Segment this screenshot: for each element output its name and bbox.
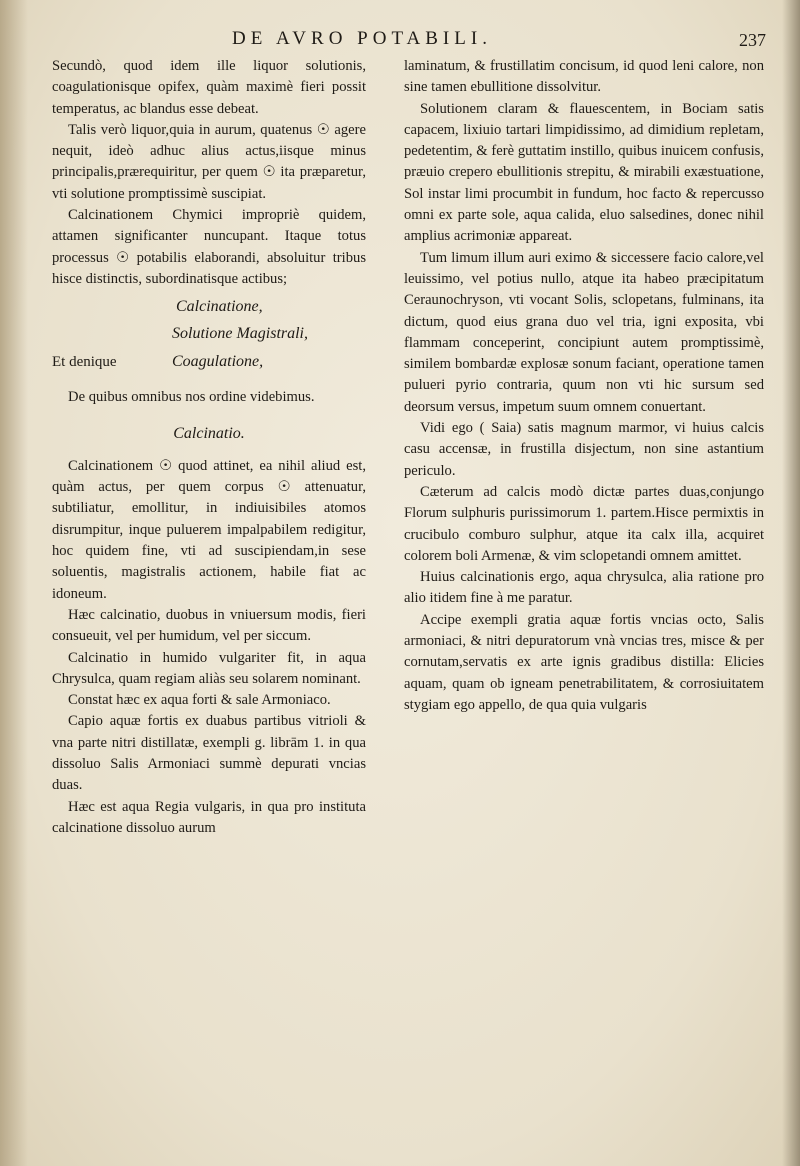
left-column [52,56,366,839]
section-heading: Calcinatio. [173,424,245,442]
list-item: Coagulatione, [172,353,264,371]
list-item: Solutione Magistrali, [172,325,308,343]
right-column [404,56,764,716]
running-title: DE AVRO POTABILI. [232,28,492,49]
paragraph: Calcinationem Chymici impropriè quidem, attamen significanter nuncupant. Itaque totus processus ☉ potabilis elaborandi, absoluitur tribus hisce distinctis, subordinatisque actibus; [52,207,366,287]
page-number: 237 [739,30,766,50]
paragraph: Accipe exempli gratia aquæ fortis vncias octo, Salis armoniaci, & nitri depuratorum vnà vncias tres, misce & per cornutam,servatis ex arte ignis gradibus distilla: Elicies aquam, quam ob igneam penetrabilitatem, & corrosiuitatem stygiam ego appello, de qua quia vulgaris [404,611,764,713]
paragraph: Secundò, quod idem ille liquor solutionis, coagulationisque opifex, quàm maximè fieri possit temperatus, ac blandus esse debeat. [52,58,366,117]
paragraph: Calcinationem ☉ quod attinet, ea nihil aliud est, quàm actus, per quem corpus ☉ attenuatur, subtiliatur, emollitur, in indiuisibiles atomos disrumpitur, inque puluerem impalpabilem redigitur, hoc quidem fine, vti ad suscipiendam,in sese soluentis, magistralis actionem, habile fiat ac idoneum. [52,457,366,602]
paragraph: Vidi ego ( Saia) satis magnum marmor, vi huius calcis casu accensæ, in frustilla disjectum, non sine astantium periculo. [404,420,764,479]
paragraph: Tum limum illum auri eximo & siccessere facio calore,vel leuissimo, vel potius nullo, atque ita habeo præcipitatum Ceraunochryson, vti vocant Solis, sclopetans, fulminans, ita dictum, quod eius grana duo vel tria, igni exposita, vbi flammam conceperint, concipiunt autem promptissimè, similem bombardæ explosæ sonum faciant, operatione tamen pulueri pyrio contraria, quum non vti hic sursum sed deorsum versus, impetum suum omnem conuertant. [404,249,764,415]
paragraph: Solutionem claram & flauescentem, in Bociam satis capacem, lixiuio tartari limpidissimo, ad dimidium repletam, pedetentim, & ferè guttatim instillo, quibus inuicem confusis, præuio crepero ebullitionis strepitu, & mirabili exæstuatione, Sol instar limi procumbit in fundum, hoc facto & repercusso omni ex parte sole, aqua calida, eluo salsedines, donec nihil amplius acrimoniæ appareat. [404,100,764,245]
et-denique-label: Et denique [52,354,117,371]
paragraph: Talis verò liquor,quia in aurum, quatenus ☉ agere nequit, ideò adhuc alius actus,iisque minus principalis,prærequiritur, per quem ☉ ita præparetur, vti solutione promptissimè suscipiat. [52,121,366,202]
paragraph: Capio aquæ fortis ex duabus partibus vitrioli & vna parte nitri distillatæ, exempli g. librām 1. in qua dissoluo Salis Armoniaci summè depurati vncias duas. [52,713,366,794]
paragraph: De quibus omnibus nos ordine videbimus. [68,389,315,406]
list-item: Calcinatione, [176,298,263,316]
paragraph: Hæc calcinatio, duobus in vniuersum modis, fieri consueuit, vel per humidum, vel per siccum. [52,606,366,645]
paragraph: Cæterum ad calcis modò dictæ partes duas,conjungo Florum sulphuris purissimorum 1. partem.Hisce permixtis in crucibulo comburo sulphur, atque ita calx illa, acquiret colorem boli Armenæ, & vim sclopetandi omnem amittet. [404,483,764,564]
paragraph: Hæc est aqua Regia vulgaris, in qua pro instituta calcinatione dissoluo aurum [52,798,366,836]
paragraph: Constat hæc ex aqua forti & sale Armoniaco. [68,692,331,709]
acts-list [52,296,366,383]
running-head [0,28,800,52]
paragraph: laminatum, & frustillatim concisum, id quod leni calore, non sine tamen ebullitione dissolvitur. [404,58,764,96]
paragraph: Calcinatio in humido vulgariter fit, in aqua Chrysulca, quam regiam aliàs seu solarem nominant. [52,649,366,687]
paragraph: Huius calcinationis ergo, aqua chrysulca, alia ratione pro alio itidem fine à me paratur. [404,569,764,607]
